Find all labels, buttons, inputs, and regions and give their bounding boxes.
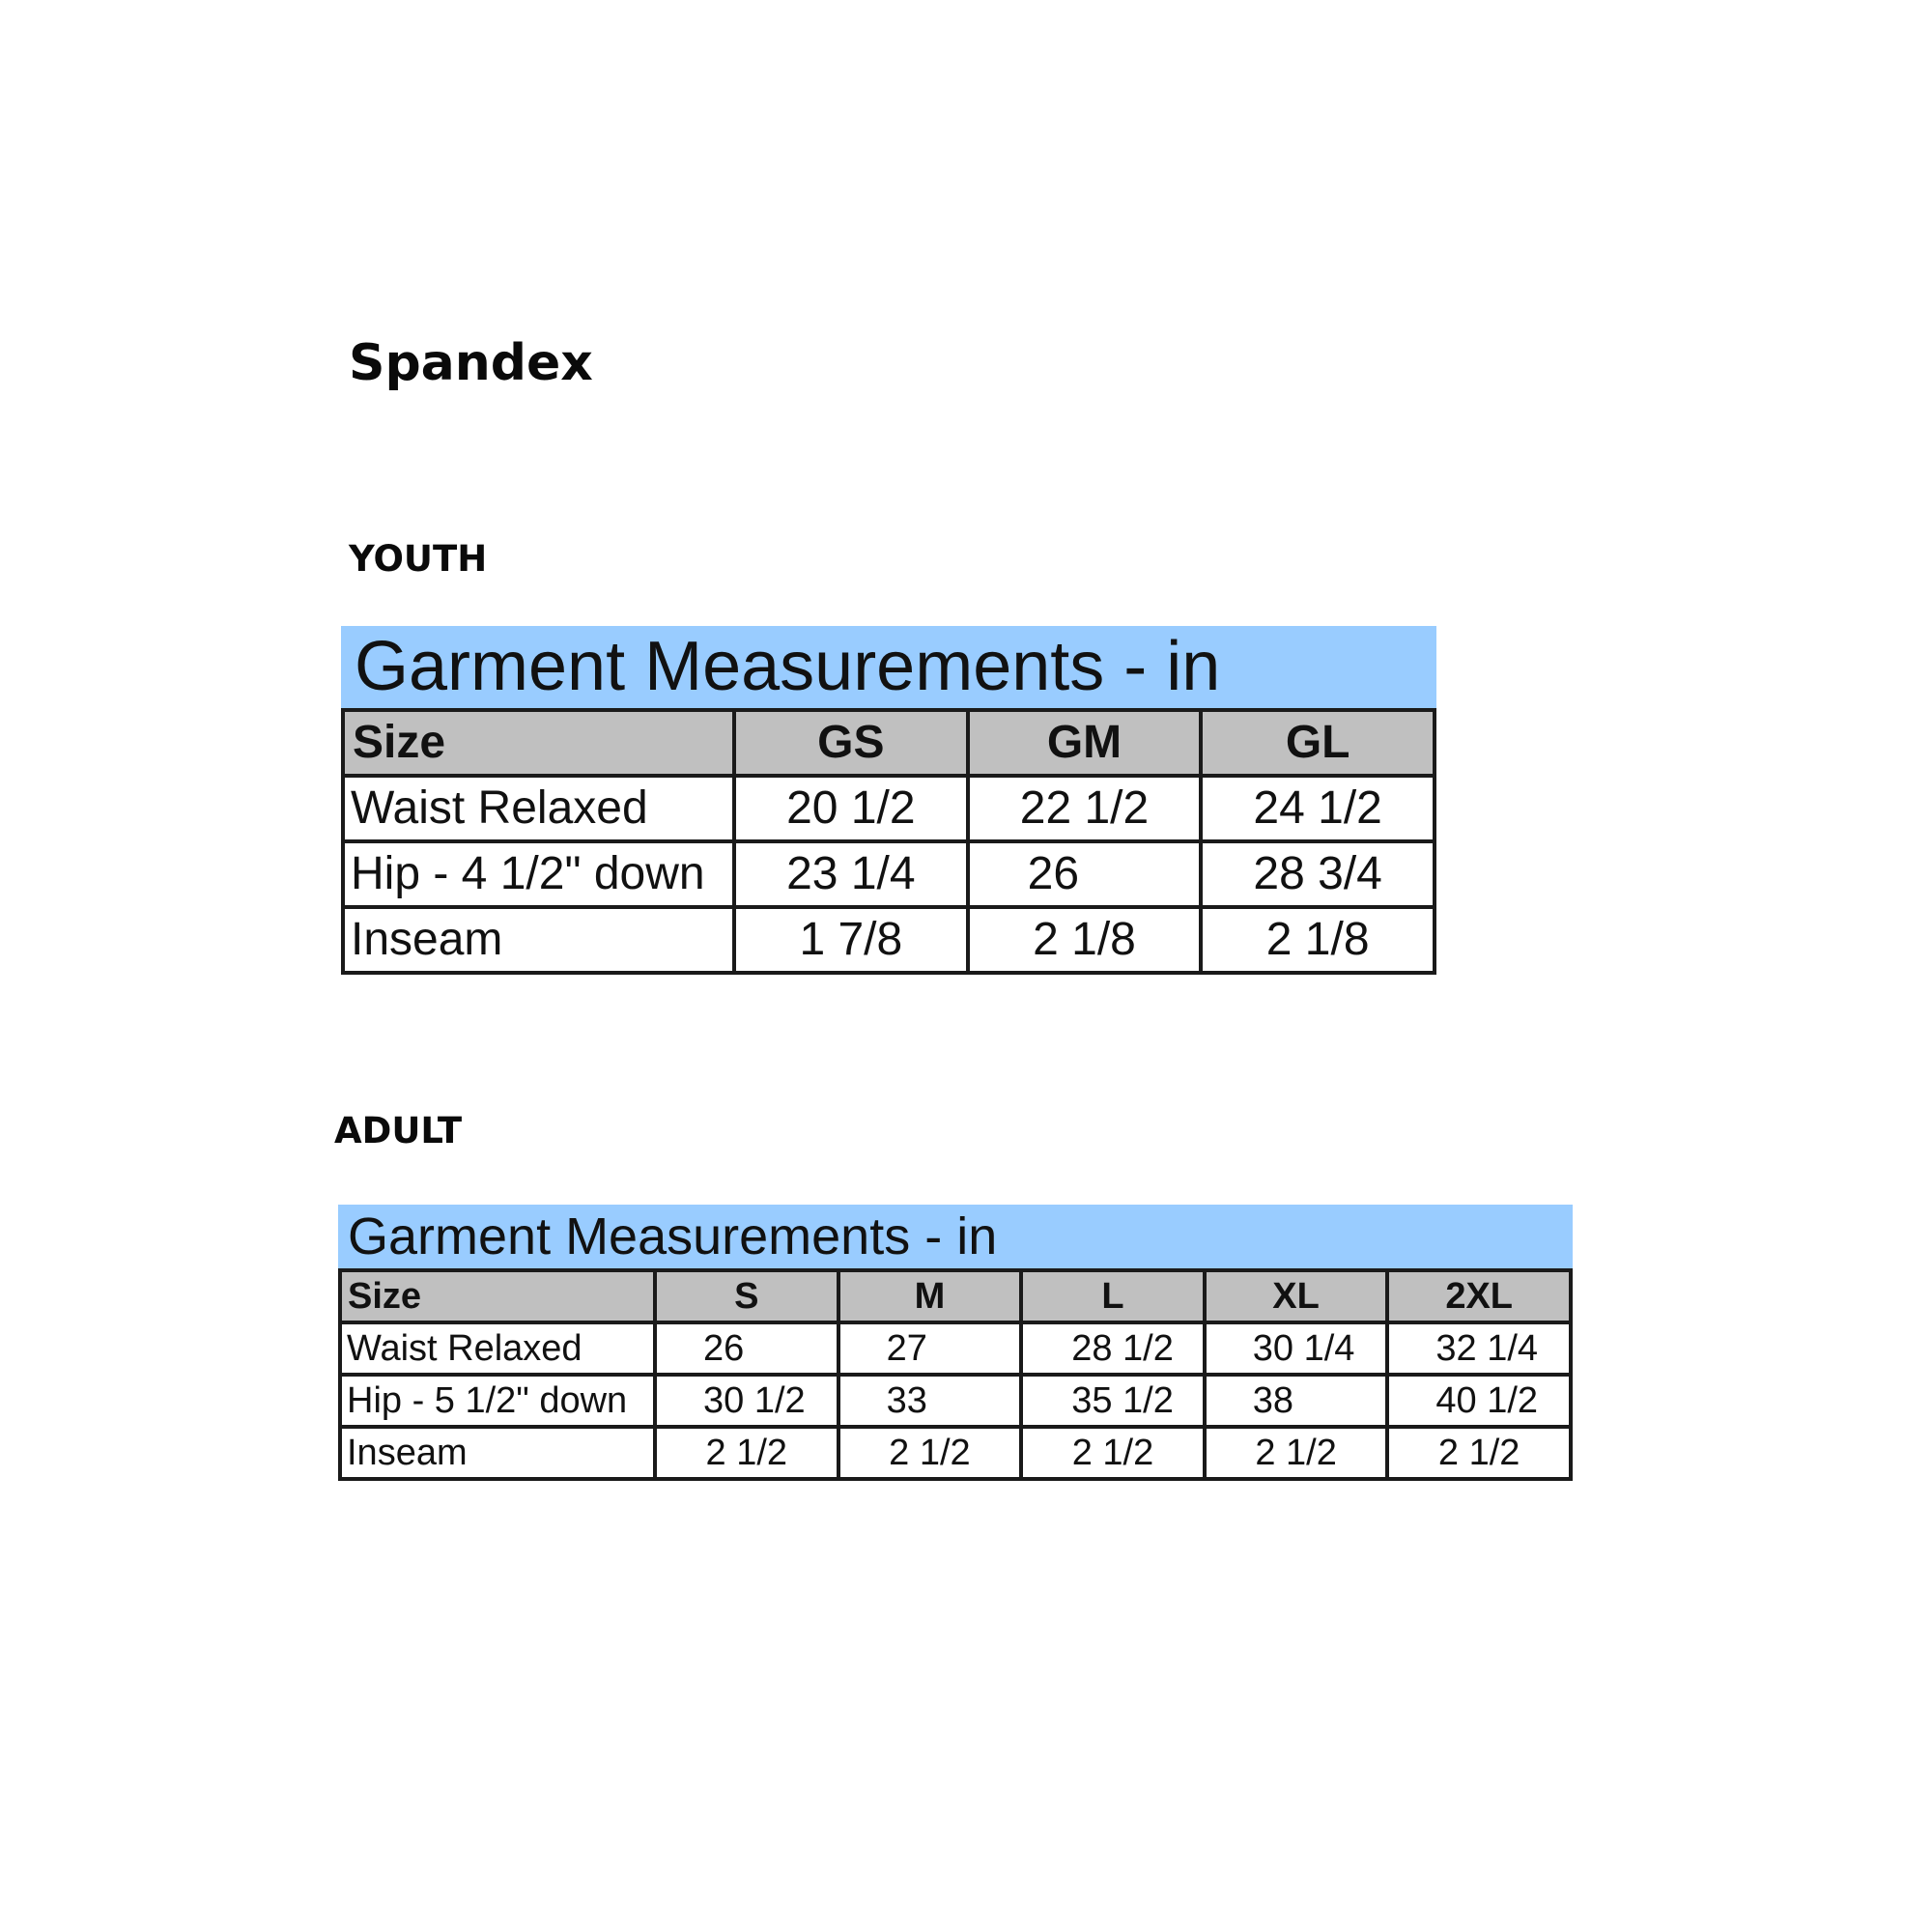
table-header-row [343,710,1435,776]
header-cell: GS [734,710,968,776]
header-cell: L [1021,1270,1205,1322]
header-cell: XL [1205,1270,1388,1322]
row-label: Inseam [340,1427,655,1479]
table-cell: 2 1/8 [1201,907,1435,973]
youth-measurements-table [341,708,1436,975]
table-cell: 30 1/2 [655,1375,838,1427]
table-header-row [340,1270,1571,1322]
table-cell: 2 1/2 [655,1427,838,1479]
table-row [340,1427,1571,1479]
table-cell: 2 1/2 [1021,1427,1205,1479]
table-cell: 28 3/4 [1201,841,1435,907]
header-cell: GL [1201,710,1435,776]
table-cell: 2 1/8 [968,907,1202,973]
row-label: Waist Relaxed [343,776,734,841]
table-cell: 26 [968,841,1202,907]
table-cell: 33 [838,1375,1022,1427]
header-cell: S [655,1270,838,1322]
header-cell: M [838,1270,1022,1322]
row-label: Hip - 4 1/2" down [343,841,734,907]
row-label: Hip - 5 1/2" down [340,1375,655,1427]
table-cell: 2 1/2 [838,1427,1022,1479]
row-label: Inseam [343,907,734,973]
youth-size-chart [341,626,1436,975]
adult-table-title: Garment Measurements - in [338,1205,1573,1268]
table-row [343,776,1435,841]
youth-table-title: Garment Measurements - in [341,626,1436,708]
adult-measurements-table [338,1268,1573,1481]
table-cell: 28 1/2 [1021,1322,1205,1375]
table-cell: 26 [655,1322,838,1375]
header-cell: 2XL [1387,1270,1571,1322]
table-row [340,1322,1571,1375]
table-cell: 30 1/4 [1205,1322,1388,1375]
page-title: Spandex [349,334,593,392]
header-cell: GM [968,710,1202,776]
table-cell: 32 1/4 [1387,1322,1571,1375]
table-cell: 23 1/4 [734,841,968,907]
adult-size-chart [338,1205,1573,1481]
row-label: Waist Relaxed [340,1322,655,1375]
table-cell: 35 1/2 [1021,1375,1205,1427]
table-cell: 2 1/2 [1387,1427,1571,1479]
table-cell: 2 1/2 [1205,1427,1388,1479]
table-cell: 20 1/2 [734,776,968,841]
table-cell: 1 7/8 [734,907,968,973]
header-cell: Size [343,710,734,776]
table-row [343,841,1435,907]
header-cell: Size [340,1270,655,1322]
table-row [340,1375,1571,1427]
table-row [343,907,1435,973]
table-cell: 27 [838,1322,1022,1375]
table-cell: 24 1/2 [1201,776,1435,841]
table-cell: 22 1/2 [968,776,1202,841]
table-cell: 40 1/2 [1387,1375,1571,1427]
youth-section-label: YOUTH [349,538,488,580]
adult-section-label: ADULT [334,1110,463,1151]
table-cell: 38 [1205,1375,1388,1427]
